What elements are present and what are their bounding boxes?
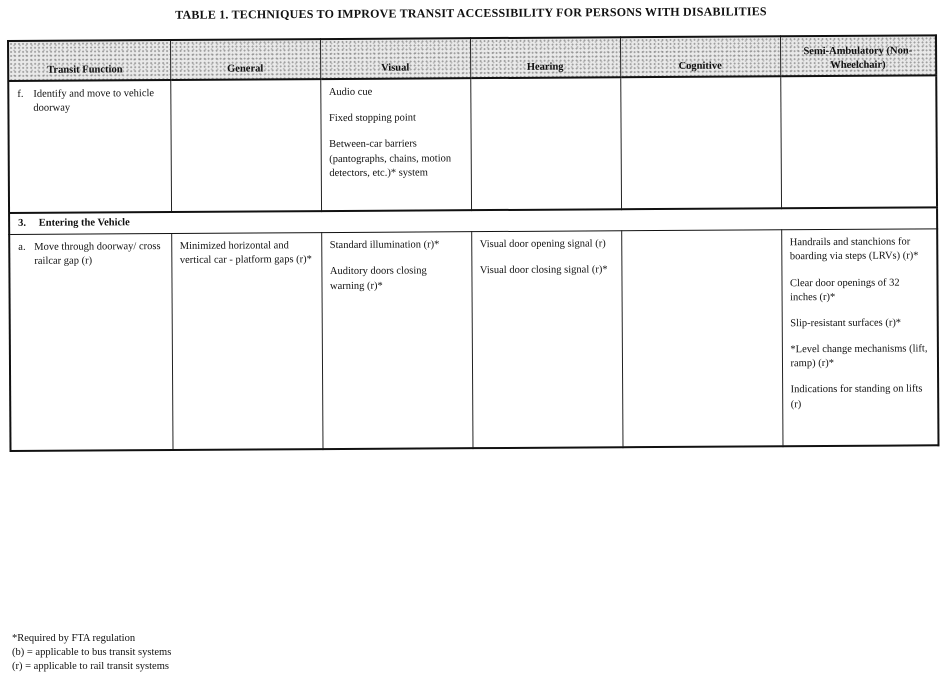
- header-row: [8, 35, 936, 81]
- table-row-f: [8, 75, 937, 213]
- header-general: General: [170, 39, 320, 80]
- cell-visual-a: [321, 232, 472, 449]
- header-visual: Visual: [320, 38, 470, 79]
- footnote-required: *Required by FTA regulation: [12, 633, 136, 644]
- row-letter: f.: [17, 88, 24, 100]
- footnotes: [12, 632, 171, 674]
- list-item: Visual door closing signal (r)*: [479, 264, 608, 277]
- cell-function-a: [9, 234, 172, 451]
- cell-semi-ambulatory-a: [781, 229, 938, 446]
- header-transit-function: Transit Function: [8, 40, 170, 81]
- function-text: Identify and move to vehicle doorway: [33, 88, 155, 115]
- row-letter: a.: [18, 242, 26, 254]
- list-item: Fixed stopping point: [328, 112, 416, 125]
- accessibility-table-container: [7, 34, 937, 452]
- list-item: Visual door opening signal (r): [479, 238, 606, 251]
- cell-general-f: [170, 79, 321, 212]
- cell-visual-f: [320, 78, 471, 211]
- cell-cognitive-a: [621, 230, 782, 447]
- list-item: Standard illumination (r)*: [329, 239, 440, 252]
- section-number: 3.: [18, 217, 27, 229]
- header-cognitive: Cognitive: [620, 36, 780, 77]
- header-hearing: Hearing: [470, 37, 620, 78]
- cell-general-a: [171, 233, 322, 450]
- list-item: Audio cue: [328, 86, 373, 99]
- list-item: Minimized horizontal and vertical car - platform gaps (r)*: [179, 240, 312, 267]
- table-row-a: [9, 229, 938, 451]
- list-item: Slip-resistant surfaces (r)*: [790, 317, 902, 330]
- list-item: Indications for standing on lifts (r): [790, 383, 923, 410]
- cell-hearing-f: [470, 77, 621, 210]
- table-title: TABLE 1. TECHNIQUES TO IMPROVE TRANSIT ACCESSIBILITY FOR PERSONS WITH DISABILITIES: [175, 4, 767, 22]
- list-item: Handrails and stanchions for boarding via steps (LRVs) (r)*: [789, 236, 919, 263]
- function-text: Move through doorway/ cross railcar gap (r): [34, 241, 161, 268]
- footnote-bus: (b) = applicable to bus transit systems: [12, 646, 172, 658]
- footnote-rail: (r) = applicable to rail transit systems: [12, 660, 169, 672]
- cell-semi-ambulatory-f: [780, 75, 937, 208]
- list-item: Clear door openings of 32 inches (r)*: [789, 277, 900, 303]
- cell-hearing-a: [471, 231, 622, 448]
- list-item: Auditory doors closing warning (r)*: [329, 265, 427, 292]
- accessibility-table: [7, 34, 939, 452]
- list-item: Between-car barriers (pantographs, chains, motion detectors, etc.)* system: [329, 138, 452, 179]
- cell-cognitive-f: [620, 76, 781, 209]
- section-label: Entering the Vehicle: [38, 217, 130, 229]
- list-item: *Level change mechanisms (lift, ramp) (r)*: [790, 343, 928, 370]
- header-semi-ambulatory: Semi-Ambulatory (Non-Wheelchair): [780, 35, 936, 76]
- cell-function-f: [8, 80, 171, 213]
